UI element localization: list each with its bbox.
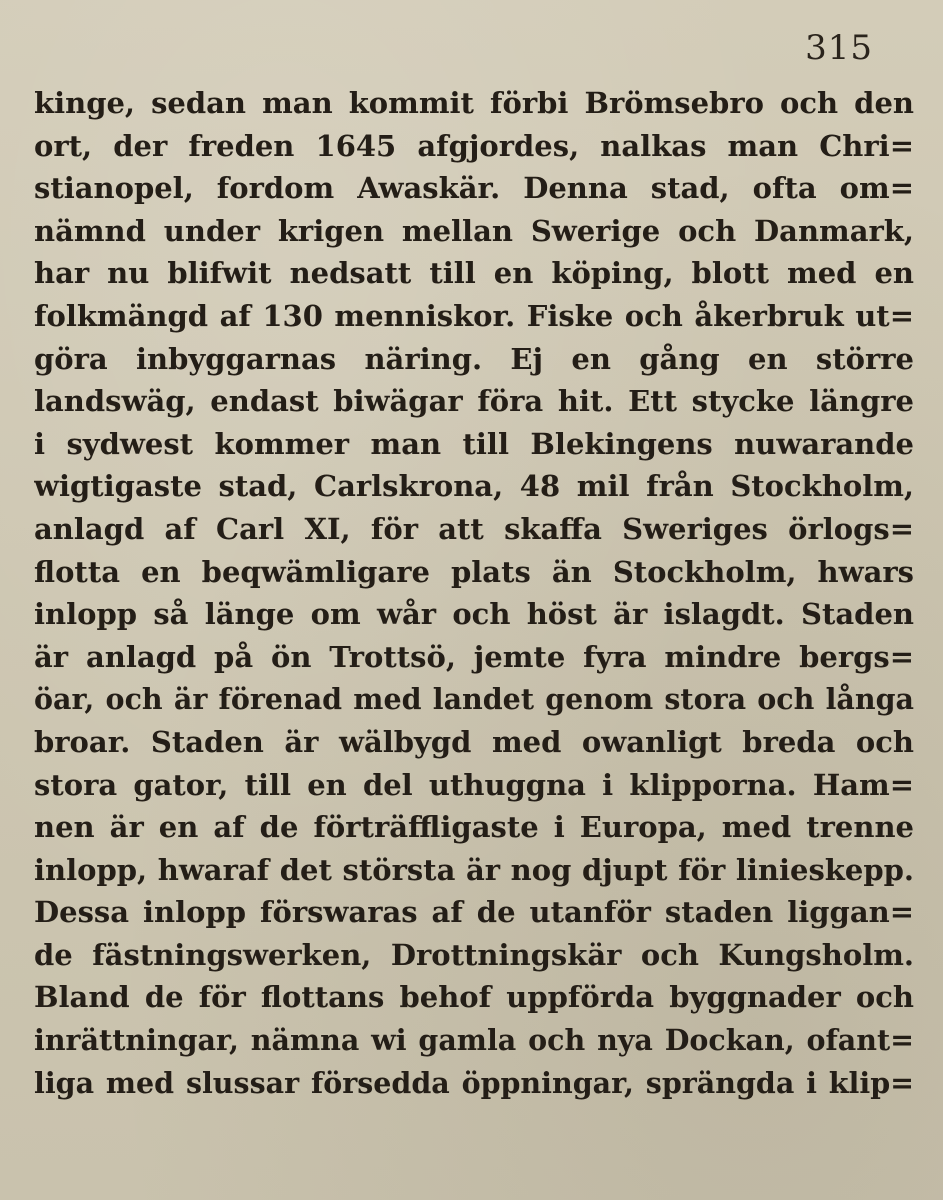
text-line: inrättningar, nämna wi gamla och nya Dockan, ofant=	[34, 1023, 914, 1058]
text-line: Dessa inlopp förswaras af de utanför staden liggan=	[34, 895, 914, 930]
text-line: inlopp, hwaraf det största är nog djupt för linieskepp.	[34, 852, 914, 887]
text-line: öar, och är förenad med landet genom stora och långa	[34, 682, 914, 717]
page-number: 315	[805, 28, 873, 68]
text-line: de fästningswerken, Drottningskär och Kungsholm.	[34, 937, 914, 972]
text-line: anlagd af Carl XI, för att skaffa Sweriges örlogs=	[34, 511, 914, 546]
text-line: har nu blifwit nedsatt till en köping, blott med en	[34, 256, 914, 291]
text-line: i sydwest kommer man till Blekingens nuwarande	[34, 426, 914, 461]
text-line: stora gator, till en del uthuggna i klipporna. Ham=	[34, 767, 914, 802]
text-line: wigtigaste stad, Carlskrona, 48 mil från Stockholm,	[34, 469, 914, 504]
text-line: folkmängd af 130 menniskor. Fiske och åkerbruk ut=	[34, 298, 914, 333]
text-line: landswäg, endast biwägar föra hit. Ett stycke längre	[34, 384, 914, 419]
text-line: göra inbyggarnas näring. Ej en gång en större	[34, 341, 914, 376]
text-line: liga med slussar försedda öppningar, sprängda i klip=	[34, 1065, 914, 1100]
text-line: nämnd under krigen mellan Swerige och Danmark,	[34, 213, 914, 248]
text-line: ort, der freden 1645 afgjordes, nalkas man Chri=	[34, 128, 914, 163]
text-line: nen är en af de förträffligaste i Europa, med trenne	[34, 810, 914, 845]
text-line: inlopp så länge om wår och höst är islagdt. Staden	[34, 597, 914, 632]
text-line: flotta en beqwämligare plats än Stockholm, hwars	[34, 554, 914, 589]
text-line: stianopel, fordom Awaskär. Denna stad, ofta om=	[34, 171, 914, 206]
text-line: är anlagd på ön Trottsö, jemte fyra mindre bergs=	[34, 639, 914, 674]
text-line: Bland de för flottans behof uppförda byggnader och	[34, 980, 914, 1015]
text-line: kinge, sedan man kommit förbi Brömsebro och den	[34, 86, 914, 120]
page-text	[34, 82, 914, 1104]
text-line: broar. Staden är wälbygd med owanligt breda och	[34, 724, 914, 759]
